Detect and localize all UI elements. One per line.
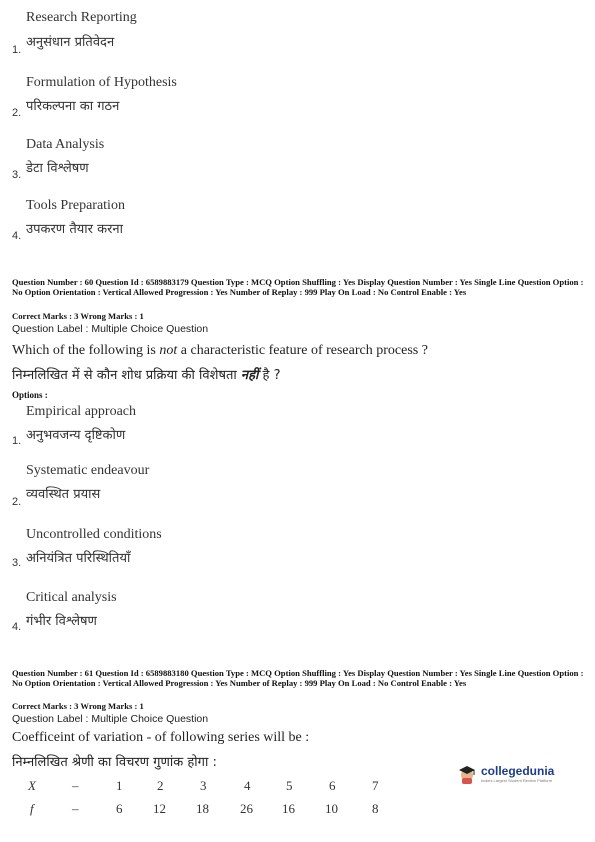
q60-option-3-en: Uncontrolled conditions <box>26 527 162 542</box>
q60-question-text-en: Which of the following is not a characteristic feature of research process ? <box>12 343 428 358</box>
q60-option-4-number: 4. <box>12 621 22 633</box>
prev-option-1-en: Research Reporting <box>26 10 137 25</box>
q60-question-label: Question Label : Multiple Choice Question <box>12 323 209 335</box>
prev-option-3-hi: डेटा विश्लेषण <box>26 161 89 176</box>
q60-option-1-en: Empirical approach <box>26 404 137 419</box>
prev-option-4-number: 4. <box>12 230 22 242</box>
prev-option-2-hi: परिकल्पना का गठन <box>26 99 120 114</box>
graduate-cap-icon <box>456 762 478 784</box>
series-f-value: 16 <box>282 801 295 816</box>
series-x-value: 2 <box>157 778 164 793</box>
q60-option-2-number: 2. <box>12 496 22 508</box>
series-f-value: 10 <box>325 801 338 816</box>
q60-meta: Question Number : 60 Question Id : 6589883179 Question Type : MCQ Option Shuffling : Yes Display Question Number : Yes Single Line Question Option : No Option Orientation : Vertical Allowed Progression : Yes Number of Replay : 999 Play On Load : No Control Enable : Yes <box>12 277 584 298</box>
prev-option-3-en: Data Analysis <box>26 137 105 152</box>
logo-name: collegedunia <box>481 764 555 778</box>
q60-option-1-hi: अनुभवजन्य दृष्टिकोण <box>26 428 126 443</box>
q60-option-3-hi: अनियंत्रित परिस्थितियाँ <box>26 551 131 566</box>
q60-option-3-number: 3. <box>12 557 22 569</box>
prev-option-2-number: 2. <box>12 107 22 119</box>
collegedunia-logo <box>456 758 556 788</box>
series-f-value: 26 <box>240 801 253 816</box>
q61-question-text-en: Coefficeint of variation - of following series will be : <box>12 730 310 745</box>
series-f-value: 12 <box>153 801 166 816</box>
series-f-value: 8 <box>372 801 379 816</box>
series-x-value: 7 <box>372 778 379 793</box>
q60-option-4-en: Critical analysis <box>26 590 117 605</box>
q61-meta: Question Number : 61 Question Id : 6589883180 Question Type : MCQ Option Shuffling : Yes Display Question Number : Yes Single Line Question Option : No Option Orientation : Vertical Allowed Progression : Yes Number of Replay : 999 Play On Load : No Control Enable : Yes <box>12 668 584 689</box>
series-x-value: 6 <box>329 778 336 793</box>
series-x-value: 4 <box>244 778 251 793</box>
prev-option-3-number: 3. <box>12 169 22 181</box>
q61-question-text-hi: निम्नलिखित श्रेणी का विचरण गुणांक होगा : <box>12 755 217 770</box>
q60-option-2-en: Systematic endeavour <box>26 463 150 478</box>
series-x-value: 3 <box>200 778 207 793</box>
prev-option-4-en: Tools Preparation <box>26 198 125 213</box>
series-f-value: 18 <box>196 801 209 816</box>
series-f-dash: – <box>72 801 79 816</box>
q60-emphasis-not: not <box>159 343 178 358</box>
prev-option-1-hi: अनुसंधान प्रतिवेदन <box>26 35 115 50</box>
series-x-dash: – <box>72 778 79 793</box>
q60-option-4-hi: गंभीर विश्लेषण <box>26 614 97 629</box>
q60-question-text-hi: निम्नलिखित में से कौन शोध प्रक्रिया की विशेषता नहीं है ? <box>12 368 281 383</box>
q60-marks: Correct Marks : 3 Wrong Marks : 1 <box>12 311 144 321</box>
series-x-value: 1 <box>116 778 123 793</box>
series-x-value: 5 <box>286 778 293 793</box>
prev-option-1-number: 1. <box>12 44 22 56</box>
q61-question-label: Question Label : Multiple Choice Question <box>12 713 209 725</box>
prev-option-4-hi: उपकरण तैयार करना <box>26 222 123 237</box>
logo-tagline: India's Largest Student Review Platform <box>481 778 553 783</box>
series-f-label: f <box>30 801 34 816</box>
q60-options-label: Options : <box>12 390 48 400</box>
q60-option-1-number: 1. <box>12 435 22 447</box>
q61-marks: Correct Marks : 3 Wrong Marks : 1 <box>12 701 144 711</box>
series-f-value: 6 <box>116 801 123 816</box>
series-x-label: X <box>28 778 36 793</box>
q60-option-2-hi: व्यवस्थित प्रयास <box>26 487 101 502</box>
prev-option-2-en: Formulation of Hypothesis <box>26 75 177 90</box>
q60-emphasis-nahi: नहीं <box>240 368 259 383</box>
